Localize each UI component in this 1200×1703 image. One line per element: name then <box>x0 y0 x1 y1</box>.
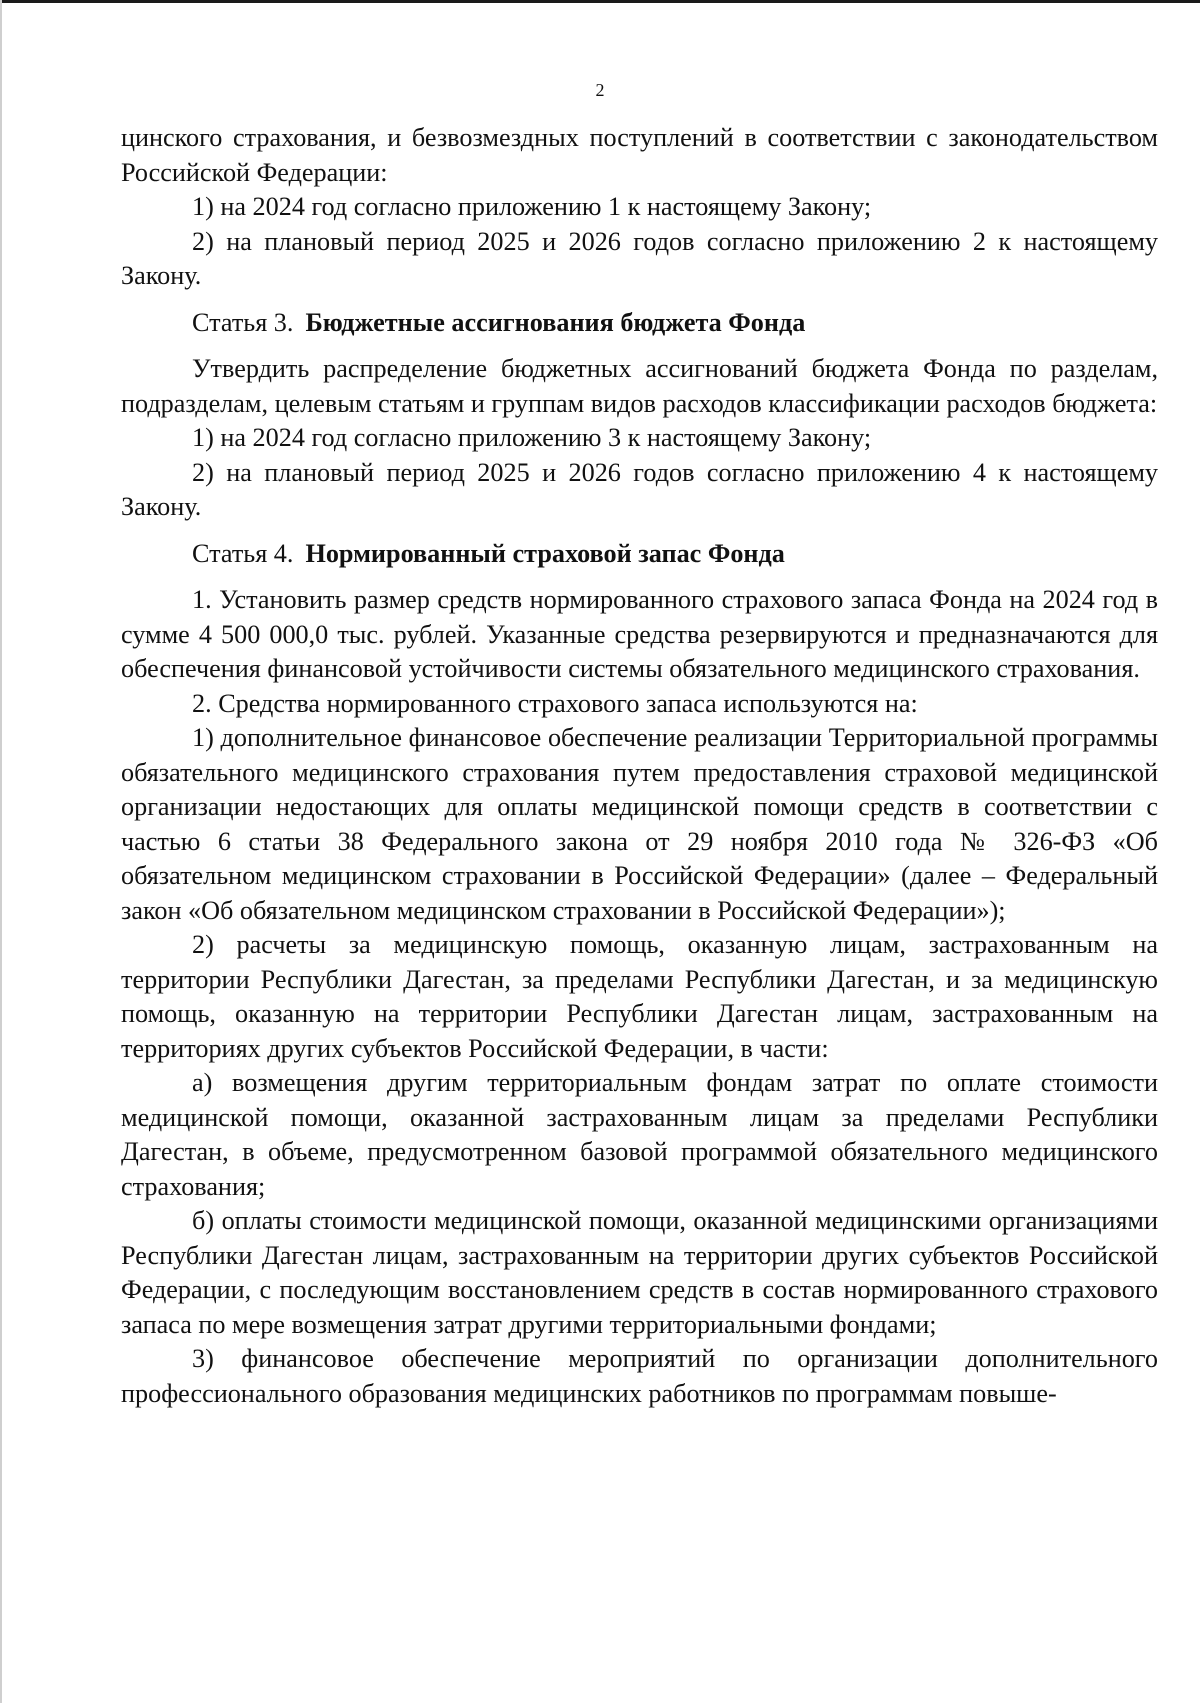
paragraph: 2. Средства нормированного страхового запаса используются на: <box>192 688 918 718</box>
document-body <box>121 121 1158 1411</box>
article-heading <box>192 537 1158 572</box>
paragraph: 1. Установить размер средств нормированного страхового запаса Фонда на 2024 год в сумме 4 500 000,0 тыс. рублей. Указанные средства резервируются и предназначаются для обеспечения финансовой устойчивости системы обязательного медицинского страхования. <box>121 585 1158 683</box>
paragraph: цинского страхования, и безвозмездных поступлений в соответствии с законодательством Российской Федерации: <box>121 123 1158 187</box>
article-number: Статья 3. <box>192 307 294 337</box>
page-number: 2 <box>595 80 605 100</box>
paragraph: 2) расчеты за медицинскую помощь, оказанную лицам, застрахованным на территории Республики Дагестан, за пределами Республики Дагестан, и за медицинскую помощь, оказанную на территории Республики Дагестан лицам, застрахованным на территориях других субъектов Российской Федерации, в части: <box>121 930 1158 1063</box>
paragraph: 1) на 2024 год согласно приложению 1 к настоящему Закону; <box>192 192 872 221</box>
article-title: Бюджетные ассигнования бюджета Фонда <box>305 307 806 337</box>
paragraph: 1) дополнительное финансовое обеспечение реализации Территориальной программы обязательного медицинского страхования путем предоставления страховой медицинской организации недостающих для оплаты медицинской помощи средств в соответствии с частью 6 статьи 38 Федерального закона от 29 ноября 2010 года № 326-ФЗ «Об обязательном медицинском страховании в Российской Федерации» (далее – Федеральный закон «Об обязательном медицинском страховании в Российской Федерации»); <box>121 723 1158 925</box>
paragraph: 2) на плановый период 2025 и 2026 годов согласно приложению 4 к настоящему Закону. <box>121 457 1158 521</box>
paragraph: а) возмещения другим территориальным фондам затрат по оплате стоимости медицинской помощи, оказанной застрахованным лицам за пределами Республики Дагестан, в объеме, предусмотренном базовой программой обязательного медицинского страхования; <box>121 1068 1158 1201</box>
article-number: Статья 4. <box>192 538 294 568</box>
paragraph: 2) на плановый период 2025 и 2026 годов согласно приложению 2 к настоящему Закону. <box>121 226 1158 290</box>
paragraph: 3) финансовое обеспечение мероприятий по организации дополнительного профессионального образования медицинских работников по программам повыше- <box>121 1344 1158 1408</box>
paragraph: б) оплаты стоимости медицинской помощи, оказанной медицинскими организациями Республики Дагестан лицам, застрахованным на территории других субъектов Российской Федерации, с последующим восстановлением средств в состав нормированного страхового запаса по мере возмещения затрат другими территориальными фондами; <box>121 1206 1158 1339</box>
article-heading <box>192 306 1158 341</box>
paragraph: Утвердить распределение бюджетных ассигнований бюджета Фонда по разделам, подразделам, целевым статьям и группам видов расходов классификации расходов бюджета: <box>121 354 1158 418</box>
scan-left-edge <box>0 0 2 1703</box>
scan-top-edge <box>0 0 1200 3</box>
paragraph: 1) на 2024 год согласно приложению 3 к настоящему Закону; <box>192 423 872 452</box>
article-title: Нормированный страховой запас Фонда <box>305 538 785 568</box>
